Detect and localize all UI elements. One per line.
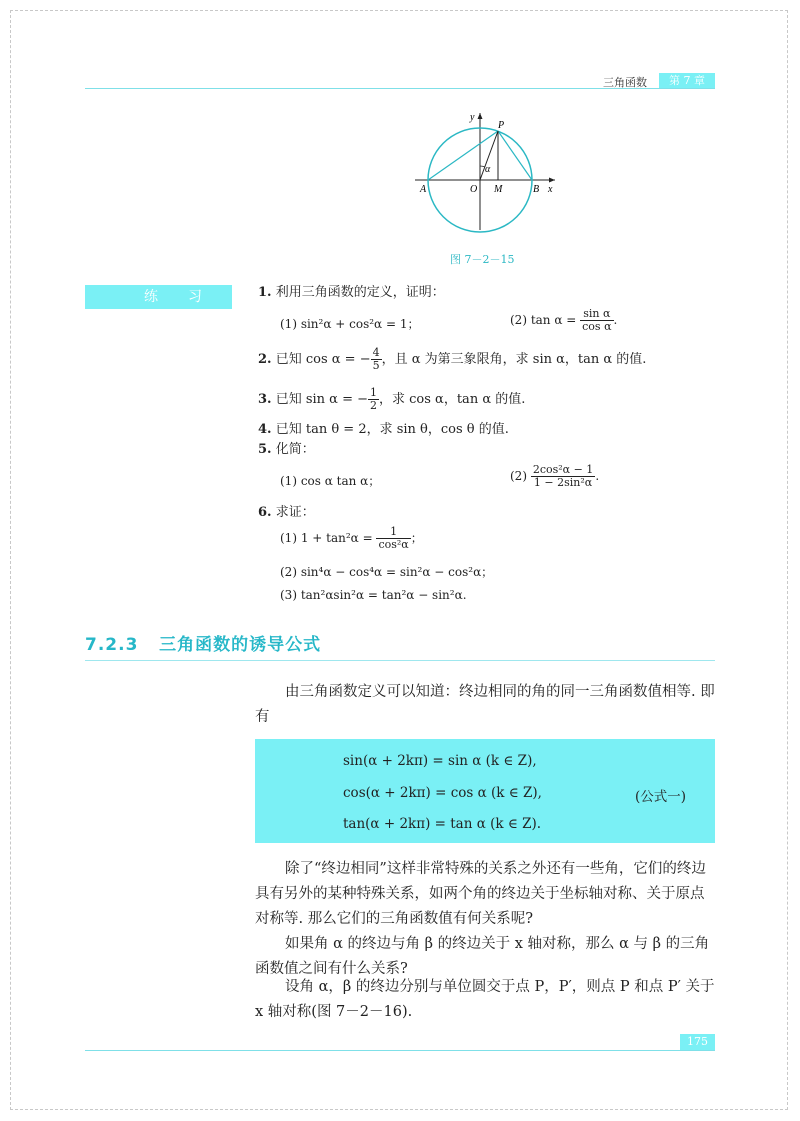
q6-a-lhs: (1) 1 + tan²α = [280,531,373,546]
q2-denominator: 5 [372,359,380,373]
q3-number: 3. [258,392,272,408]
footer-rule [85,1050,715,1051]
q5-b-lhs: (2) [510,469,527,484]
label-x: x [548,184,553,195]
q5-number: 5. [258,442,272,457]
header-chapter: 第 7 章 [659,73,715,88]
y-axis-arrow [478,113,483,119]
q6-a-denominator: cos²α [378,538,409,552]
label-O: O [470,184,478,195]
q1-b-fraction [580,308,613,333]
q1-text: 利用三角函数的定义，证明： [275,285,445,300]
q6 [258,505,315,521]
q6-b: (2) sin⁴α − cos⁴α = sin²α − cos²α； [280,565,494,579]
exercise-banner [85,285,232,309]
q6-a-fraction [376,526,410,551]
page-number: 175 [680,1034,715,1050]
q4-text: 已知 tan θ = 2，求 sin θ，cos θ 的值. [275,422,509,437]
q3-numerator: 1 [370,386,378,399]
header-title: 三角函数 [603,76,647,89]
paragraph-4: 设角 α，β 的终边分别与单位圆交于点 P，P′，则点 P 和点 P′ 关于 x 轴对称(图 7－2－16). [255,979,715,1020]
q5 [258,442,315,458]
q5-b-denominator: 1 − 2sin²α [533,476,593,490]
q3-post: ，求 cos α，tan α 的值. [379,392,526,408]
q6-a-tail: ； [410,531,423,546]
q5-a: (1) cos α tan α； [280,474,381,488]
label-alpha: α [485,164,491,175]
x-axis-arrow [549,178,555,183]
section-title: 三角函数的诱导公式 [159,635,322,655]
q1-b-tail: . [613,313,618,328]
label-P: P [498,120,505,131]
formula-box [255,739,715,843]
q5-b-fraction [531,464,595,489]
q4 [258,422,509,438]
paragraph-2: 除了“终边相同”这样非常特殊的关系之外还有一些角，它们的终边具有另外的某种特殊关系，如两个角的终边关于坐标轴对称、关于原点对称等. 那么它们的三角函数值有何关系呢? [255,861,706,927]
label-A: A [420,184,427,195]
label-B: B [533,184,540,195]
formula-line-2: cos(α + 2kπ) = cos α (k ∈ Z), [343,785,542,801]
q5-b-tail: . [595,469,600,484]
q5-b [510,464,599,489]
section-heading [85,630,321,655]
q1-number: 1. [258,285,272,300]
figure-caption: 图 7－2－15 [450,253,515,266]
q6-a [280,526,423,551]
formula-note: (公式一) [635,789,687,805]
label-M: M [494,184,503,195]
paragraph-3: 如果角 α 的终边与角 β 的终边关于 x 轴对称，那么 α 与 β 的三角函数值之间有什么关系? [255,936,710,977]
label-y: y [470,112,475,123]
section-number: 7.2.3 [85,635,139,655]
q3-denominator: 2 [370,399,378,413]
header-rule [85,88,715,89]
q2-post: ，且 α 为第三象限角，求 sin α，tan α 的值. [381,352,647,368]
q2-numerator: 4 [372,346,380,359]
q6-c: (3) tan²αsin²α = tan²α − sin²α. [280,588,467,602]
q4-number: 4. [258,422,272,437]
exercise-banner-label: 练习 [144,289,232,305]
q6-number: 6. [258,505,272,520]
segment-PB [498,131,532,180]
q3 [258,387,525,412]
q2 [258,347,646,372]
formula-line-3: tan(α + 2kπ) = tan α (k ∈ Z). [343,816,542,832]
q6-a-numerator: 1 [376,526,410,539]
q2-pre: 已知 cos α = − [275,352,371,368]
q6-text: 求证： [275,505,315,520]
formula-line-1: sin(α + 2kπ) = sin α (k ∈ Z), [343,753,537,769]
q1-b-numerator: sin α [580,308,613,321]
q5-text: 化简： [275,442,315,457]
q1-b-lhs: (2) tan α = [510,313,577,328]
q3-fraction [368,387,379,412]
q1-a: (1) sin²α + cos²α = 1； [280,317,420,331]
q2-fraction [371,347,382,372]
q5-b-numerator: 2cos²α − 1 [532,463,594,476]
q1-b-denominator: cos α [582,320,612,334]
q1-b [510,308,617,333]
paragraph-1: 由三角函数定义可以知道：终边相同的角的同一三角函数值相等. 即有 [255,684,715,725]
unit-circle-figure [410,108,560,233]
q3-pre: 已知 sin α = − [275,392,369,408]
q2-number: 2. [258,352,272,368]
q1 [258,285,445,301]
section-rule [85,660,715,661]
